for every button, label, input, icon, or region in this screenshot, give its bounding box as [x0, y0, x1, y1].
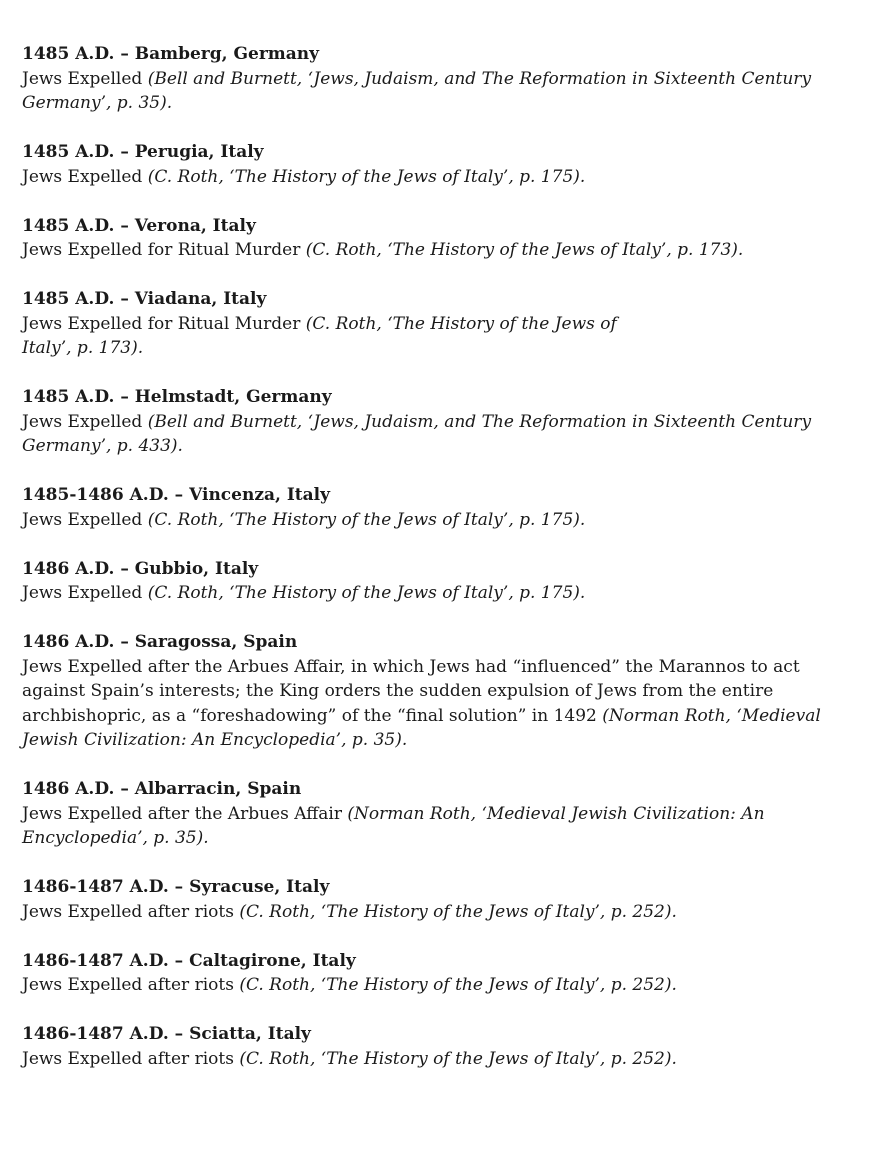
entry-text: Jews Expelled after riots [22, 1048, 240, 1069]
entry-citation: (C. Roth, ‘The History of the Jews of Italy’, p. 175). [147, 509, 586, 530]
entry-heading: 1486 A.D. – Saragossa, Spain [22, 632, 298, 652]
entry-heading: 1485 A.D. – Helmstadt, Germany [22, 387, 332, 407]
entry-heading: 1486 A.D. – Gubbio, Italy [22, 558, 259, 579]
entry-text: Jews Expelled after the Arbues Affair, in which Jews had “influenced” the Marannos to act against Spain’s interests; the King orders the sudden expulsion of Jews from the entire archbishopric, as a “foreshadowing” of the “final solution” in 1492 [22, 656, 800, 726]
entry-citation: (C. Roth, ‘The History of the Jews of Italy’, p. 173). [305, 240, 744, 260]
entry-gubbio [22, 557, 842, 606]
entry-bamberg [22, 42, 842, 116]
entry-heading: 1486-1487 A.D. – Sciatta, Italy [22, 1024, 311, 1044]
entry-citation: (Bell and Burnett, ‘Jews, Judaism, and The Reformation in Sixteenth Century Germany’, p. 35). [22, 68, 812, 113]
entry-text: Jews Expelled after the Arbues Affair [22, 803, 348, 824]
entry-text: Jews Expelled [22, 411, 148, 432]
entry-text: Jews Expelled for Ritual Murder [22, 313, 306, 334]
entry-heading: 1486-1487 A.D. – Syracuse, Italy [22, 877, 330, 897]
entry-citation: (C. Roth, ‘The History of the Jews of Italy’, p. 173). [22, 313, 617, 358]
entry-text: Jews Expelled after riots [22, 901, 240, 922]
entry-caltagirone [22, 949, 842, 998]
entry-citation: (C. Roth, ‘The History of the Jews of Italy’, p. 175). [147, 583, 586, 603]
entry-heading: 1486 A.D. – Albarracin, Spain [22, 779, 302, 799]
entry-heading: 1486-1487 A.D. – Caltagirone, Italy [22, 950, 356, 971]
entry-text: Jews Expelled [22, 68, 148, 89]
entry-heading: 1485 A.D. – Viadana, Italy [22, 289, 267, 309]
entry-sciatta [22, 1022, 842, 1071]
entry-citation: (Norman Roth, ‘Medieval Jewish Civilization: An Encyclopedia’, p. 35). [22, 705, 821, 750]
entry-heading: 1485 A.D. – Bamberg, Germany [22, 44, 320, 64]
entry-citation: (C. Roth, ‘The History of the Jews of Italy’, p. 252). [239, 1048, 677, 1069]
entry-citation: (C. Roth, ‘The History of the Jews of Italy’, p. 252). [239, 975, 677, 995]
entry-syracuse [22, 875, 842, 924]
entry-citation: (Norman Roth, ‘Medieval Jewish Civilization: An Encyclopedia’, p. 35). [22, 803, 765, 848]
entry-albarracin [22, 777, 842, 851]
entry-citation: (C. Roth, ‘The History of the Jews of Italy’, p. 252). [239, 901, 677, 922]
entry-text: Jews Expelled [22, 583, 148, 603]
entry-heading: 1485 A.D. – Verona, Italy [22, 215, 256, 236]
entry-text: Jews Expelled [22, 166, 148, 187]
entry-vincenza [22, 483, 842, 532]
entry-heading: 1485 A.D. – Perugia, Italy [22, 142, 264, 162]
entry-viadana [22, 287, 622, 361]
entry-saragossa [22, 630, 842, 753]
entry-text: Jews Expelled for Ritual Murder [22, 240, 306, 260]
entry-verona [22, 214, 842, 263]
entry-text: Jews Expelled after riots [22, 975, 240, 995]
entry-text: Jews Expelled [22, 509, 148, 530]
entry-helmstadt [22, 385, 842, 459]
entry-perugia [22, 140, 842, 189]
entry-citation: (C. Roth, ‘The History of the Jews of Italy’, p. 175). [147, 166, 586, 187]
document-page [22, 42, 842, 1096]
entry-citation: (Bell and Burnett, ‘Jews, Judaism, and The Reformation in Sixteenth Century Germany’, p. 433). [22, 411, 812, 456]
entry-heading: 1485-1486 A.D. – Vincenza, Italy [22, 485, 331, 505]
